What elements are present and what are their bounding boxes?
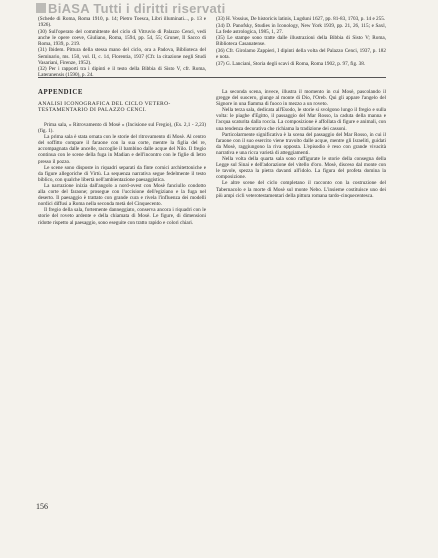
appendix-title: ANALISI ICONOGRAFICA DEL CICLO VETERO-TESTAMENTARIO DI PALAZZO CENCI. [38,101,171,114]
section-divider [38,77,386,78]
footnote: (37) G. Lanciani, Storia degli scavi di Roma, Roma 1902, p. 97, fig. 38. [216,60,366,67]
body-column-left [38,122,206,492]
watermark-logo-icon [36,3,46,13]
appendix-heading: APPENDICE [38,89,84,96]
body-paragraph: La seconda scena, invece, illustra il momento in cui Mosè, pascolando il gregge del suocero, giunge al monte di Dio, l'Oreb. Qui gli appare l'angelo del Signore in una fiamma di fuoco in mezzo a un roveto. [216,89,386,108]
body-paragraph: La prima sala è stata ornata con le storie del ritrovamento di Mosè. Al centro del soffitto compare il faraone con la sua corte, mentre la figlia del re, accompagnata dalle ancelle, raccoglie il bambino dalle acque del Nilo. Il fregio continua con le scene della fuga in Madian e dell'incontro con le figlie di Ietro presso il pozzo. [38,134,206,165]
watermark: BiASA Tutti i diritti riservati [48,1,226,16]
footnote: (31) Ibidem. Pittura della stessa mano del ciclo, ora a Padova, Biblioteca del Seminario, ms. 150, vol. II, c. 14, Florentia, 1937 (Cfr. la citazione negli Studi Vasariani, Firenze, 1952). [38,47,206,66]
body-paragraph: Prima sala, « Ritrovamento di Mosè » (Incisione sul Fregio), (Es. 2,1 - 2,23) (fig. 1). [38,122,206,135]
footnote: (32) Per i rapporti tra i dipinti e il testo della Bibbia di Sisto V, cfr. Roma, Lateranensis (1590), p. 24. [38,66,206,79]
footnote: (33) H. Vossius, De historicis latinis, Lugduni 1627, pp. 81-83, 1703, p. 14 e 255. [216,16,386,22]
footnote: (Schede di Roma, Roma 1910, p. 14; Pietro Toesca, Libri illuminati..., p. 13 e 1926). [38,16,206,29]
body-paragraph: La narrazione inizia dall'angolo a nord-ovest con Mosè fanciullo condotto alla corte del faraone; prosegue con l'uccisione dell'egiziano e la fuga nel deserto. Il paesaggio è trattato con grande cura e rivela l'influenza dei modelli nordici diffusi a Roma nella seconda metà del Cinquecento. [38,182,206,208]
body-paragraph: Le scene sono disposte in riquadri separati da finte cornici architettoniche e da figure allegoriche di Virtù. La sequenza narrativa segue fedelmente il testo biblico, con qualche libertà nell'ambientazione paesaggistica. [38,164,206,183]
footnote: (34) D. Panofsky, Studies in Iconology, New York 1939, pp. 21, 26, 115; e Saxl, La fede astrologica, 1985, 1, 27. [216,22,386,35]
footnote: (35) Le stampe sono tratte dalle illustrazioni della Bibbia di Sisto V; Roma, Biblioteca Casanatense. [216,35,386,48]
footnotes-right [216,16,386,67]
footnote: (36) Cfr. Girolamo Zappieri, I dipinti della volta del Palazzo Cenci, 1937, p. 182 e nota. [216,47,386,61]
body-paragraph: Nella terza sala, dedicata all'Esodo, le storie si svolgono lungo il fregio e sulla volta: le piaghe d'Egitto, il passaggio del Mar Rosso, la caduta della manna e l'acqua scaturita dalla roccia. La composizione è affollata di figure e animali, con una tendenza decorativa che richiama la tradizione dei cassoni. [216,107,386,132]
body-paragraph: Il fregio della sala, fortemente danneggiato, conserva ancora i riquadri con le storie del roveto ardente e della chiamata di Mosè. Le figure, di dimensioni ridotte rispetto al paesaggio, sono eseguite con tratto rapido e colori chiari. [38,207,206,226]
body-column-right [216,89,386,539]
body-paragraph: Particolarmente significativa è la scena del passaggio del Mar Rosso, in cui il faraone con il suo esercito viene travolto dalle acque, mentre gli Israeliti, guidati da Mosè, raggiungono la riva opposta. L'episodio è reso con grande vivacità narrativa e una ricca varietà di atteggiamenti. [216,131,386,156]
page-number: 156 [36,502,48,511]
body-paragraph: Nella volta della quarta sala sono raffigurate le storie della consegna della Legge sul Sinai e dell'adorazione del vitello d'oro. Mosè, disceso dal monte con le tavole, spezza la pietra davanti all'idolo. La figura del profeta domina la composizione. [216,156,386,181]
footnote: (30) Sull'operato del committente del ciclo di Vitruvio di Palazzo Cenci, vedi anche le opere coeve, Giuliano, Roma, 1594, pp. 54, 55; Gruner, Il Sacco di Roma, 1939, p. 219. [38,28,206,47]
footnotes-left [38,16,206,79]
body-paragraph: Le altre scene del ciclo completano il racconto con la costruzione del Tabernacolo e la morte di Mosè sul monte Nebo. L'insieme costituisce uno dei più ampi cicli veterotestamentari della pittura romana tardo-cinquecentesca. [216,180,386,199]
